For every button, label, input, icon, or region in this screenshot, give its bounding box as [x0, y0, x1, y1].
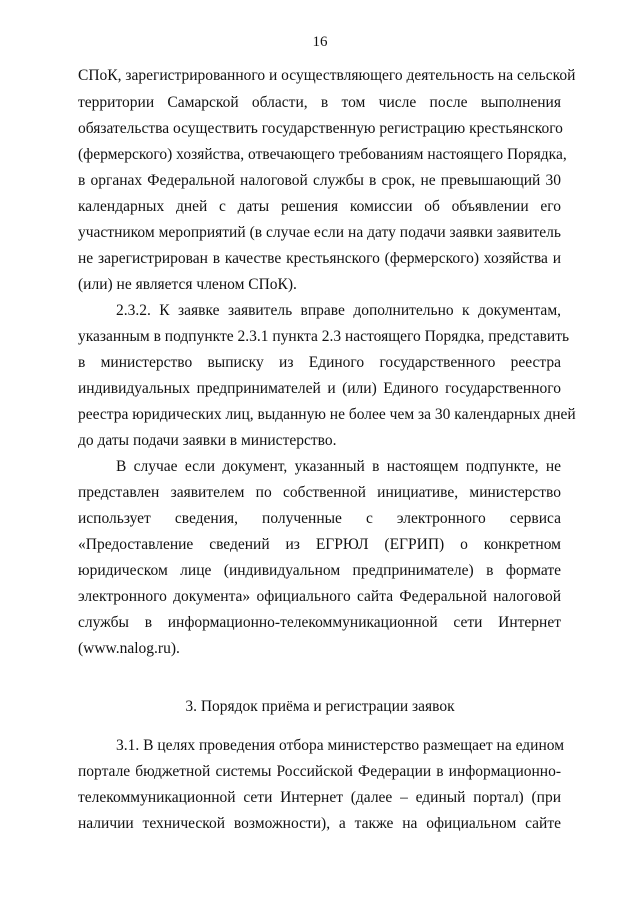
text-line: в министерство выписку из Единого государственного реестра	[78, 354, 561, 371]
text-line: представлен заявителем по собственной инициативе, министерство	[78, 484, 561, 501]
text-line: обязательства осуществить государственную регистрацию крестьянского	[78, 120, 563, 137]
text-line: территории Самарской области, в том числе после выполнения	[78, 94, 561, 111]
section-heading: 3. Порядок приёма и регистрации заявок	[185, 698, 455, 715]
text-line: участником мероприятий (в случае если на дату подачи заявки заявитель	[78, 224, 561, 241]
text-line: телекоммуникационной сети Интернет (далее – единый портал) (при	[78, 789, 561, 806]
text-line: (www.nalog.ru).	[78, 640, 180, 657]
text-line: указанным в подпункте 2.3.1 пункта 2.3 настоящего Порядка, представить	[78, 328, 570, 345]
text-line: портале бюджетной системы Российской Федерации в информационно-	[78, 763, 561, 780]
text-line: СПоК, зарегистрированного и осуществляющего деятельность на сельской	[78, 67, 576, 84]
text-line: 3.1. В целях проведения отбора министерство размещает на едином	[116, 737, 565, 754]
text-line: (фермерского) хозяйства, отвечающего требованиям настоящего Порядка,	[78, 146, 567, 163]
text-line: индивидуальных предпринимателей и (или) Единого государственного	[78, 380, 561, 397]
text-line: реестра юридических лиц, выданную не более чем за 30 календарных дней	[78, 406, 576, 423]
text-line: электронного документа» официального сайта Федеральной налоговой	[78, 588, 561, 605]
text-line: службы в информационно-телекоммуникационной сети Интернет	[78, 614, 561, 631]
text-line: использует сведения, полученные с электронного сервиса	[78, 510, 561, 527]
text-line: 2.3.2. К заявке заявитель вправе дополнительно к документам,	[116, 302, 561, 319]
text-line: не зарегистрирован в качестве крестьянского (фермерского) хозяйства и	[78, 250, 561, 267]
text-line: В случае если документ, указанный в настоящем подпункте, не	[116, 458, 561, 475]
text-line: наличии технической возможности), а также на официальном сайте	[78, 815, 561, 832]
text-line: до даты подачи заявки в министерство.	[78, 432, 337, 449]
text-line: (или) не является членом СПоК).	[78, 276, 297, 293]
text-line: календарных дней с даты решения комиссии об объявлении его	[78, 198, 561, 215]
text-line: юридическом лице (индивидуальном предпринимателе) в формате	[78, 562, 561, 579]
text-line: «Предоставление сведений из ЕГРЮЛ (ЕГРИП) о конкретном	[78, 536, 561, 553]
page-number: 16	[312, 34, 328, 50]
text-line: в органах Федеральной налоговой службы в срок, не превышающий 30	[78, 172, 561, 189]
